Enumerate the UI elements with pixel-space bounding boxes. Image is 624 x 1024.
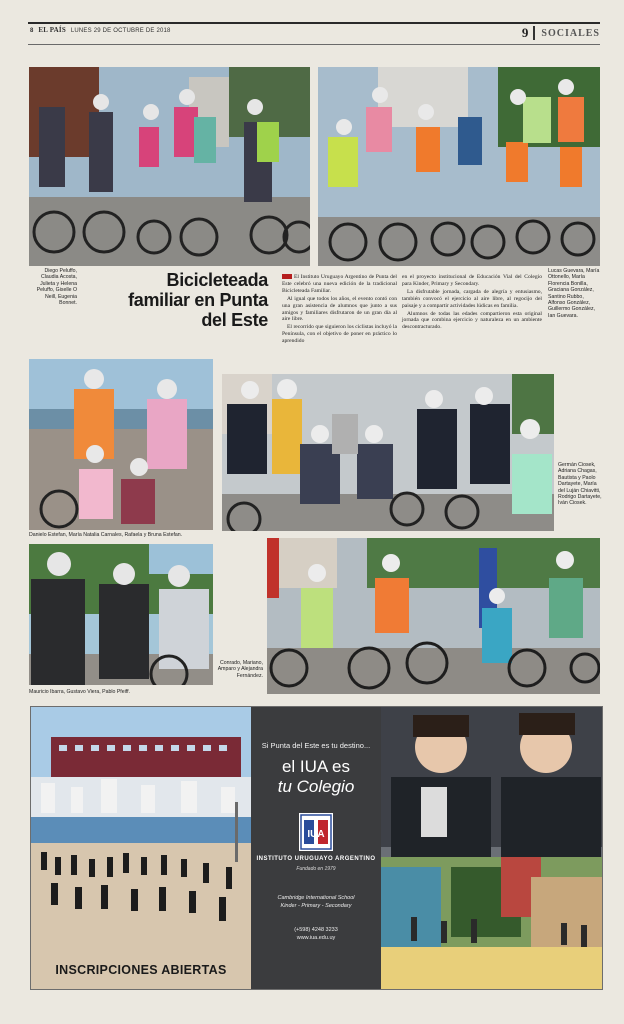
caption-photo-3: Danielo Estefan, María Natalia Carnales, Rafaela y Bruna Estefan.	[29, 532, 183, 538]
ad-founded-year: Fundado en 1979	[296, 866, 336, 872]
article-col2-para-3: Alumnos de todas las edades compartieron esta original jornada que combina ejercicio y naturaleza en un ambiente descontracturado.	[402, 310, 542, 331]
caption-photo-6: Conrado, Mariano, Amparo y Alejandra Fernández.	[217, 660, 263, 679]
photo-ibarra-viera-pfeiff	[29, 544, 213, 685]
ad-headline-line-1: el IUA es	[281, 757, 351, 776]
photo-fernandez-family	[267, 538, 600, 694]
article-column-2	[402, 274, 542, 332]
ad-headline	[251, 757, 381, 797]
caption-photo-5: Mauricio Ibarra, Gustavo Viera, Pablo Pfeiff.	[29, 689, 131, 695]
photo-estefan-family	[29, 359, 213, 530]
ad-students-photo	[381, 707, 602, 989]
article-col1-para-3: El recorrido que siguieron los ciclistas incluyó la Península, con el objetivo de poner en práctico lo aprendido	[282, 324, 397, 345]
section-name: SOCIALES	[541, 27, 600, 39]
article-col2-para-1: en el proyecto institucional de Educación Vial del Colegio para Kinder, Primary y Secondary.	[402, 274, 542, 287]
photo-family-group-2	[318, 67, 600, 266]
iua-advertisement	[30, 706, 603, 990]
photo-family-group-1	[29, 67, 310, 266]
newspaper-brand: EL PAÍS	[38, 26, 66, 34]
header-bottom-rule	[28, 44, 600, 45]
caption-photo-2: Lucas Guevara, María Ottonello, María Florencia Bonilla, Graciana González, Santino Rubbo, Alfonso González, Guillermo González, Ian Guevara.	[548, 268, 600, 319]
ad-school-type: Cambridge International School Kinder - Primary - Secondary	[277, 895, 355, 909]
caption-photo-4: Germán Ciosek, Adriana Chagas, Bautista y Paolo Dartayete, María del Luján Chiavitti, Rodrigo Dartayete, Iván Ciosek.	[558, 462, 602, 507]
section-marker-icon	[282, 274, 292, 279]
logo-lettering: IUA	[307, 829, 325, 840]
ad-registration-banner: INSCRIPCIONES ABIERTAS	[55, 963, 227, 977]
ad-headline-line-2: tu Colegio	[277, 777, 355, 796]
caption-photo-1: Diego Peluffo, Claudia Acosta, Julieta y Helena Peluffo, Giselle O Neill, Eugenia Bonnet.	[36, 268, 77, 307]
article-col1-para-1: El Instituto Uruguayo Argentino de Punta del Este celebró una nueva edición de la tradicional Bicicleteada Familiar.	[282, 274, 397, 294]
page-header-right	[522, 26, 600, 40]
ad-website: www.iua.edu.uy	[296, 935, 336, 941]
issue-date: LUNES 29 DE OCTUBRE DE 2018	[70, 28, 171, 34]
article-column-1	[282, 274, 397, 346]
article-col1-para-2: Al igual que todos los años, el evento contó con una gran asistencia de alumnos que junto a sus amigos y familiares disfrutaron de un gran día al aire libre.	[282, 295, 397, 323]
iua-logo-icon	[299, 813, 333, 851]
ad-tagline: Si Punta del Este es tu destino...	[261, 741, 371, 750]
article-col2-para-2: La disfrutable jornada, cargada de alegría y entusiasmo, también convocó el ejercicio al aire libre, al regocijo del paisaje y a compartir actividades lúdicas en familia.	[402, 288, 542, 309]
ad-phone-number: (+598) 4248 3233	[294, 927, 338, 933]
ad-beach-photo	[31, 707, 251, 989]
ad-contact	[251, 926, 381, 942]
page-number: 8	[30, 28, 34, 34]
photo-ciosek-dartayete-group	[222, 374, 554, 531]
section-page-number: 9	[522, 26, 536, 40]
header-top-rule	[28, 22, 600, 24]
article-headline: Bicicleteada familiar en Punta del Este	[128, 270, 268, 330]
ad-center-panel	[251, 707, 381, 989]
ad-institute-name: INSTITUTO URUGUAYO ARGENTINO	[256, 856, 376, 862]
page-header-left	[30, 26, 171, 34]
